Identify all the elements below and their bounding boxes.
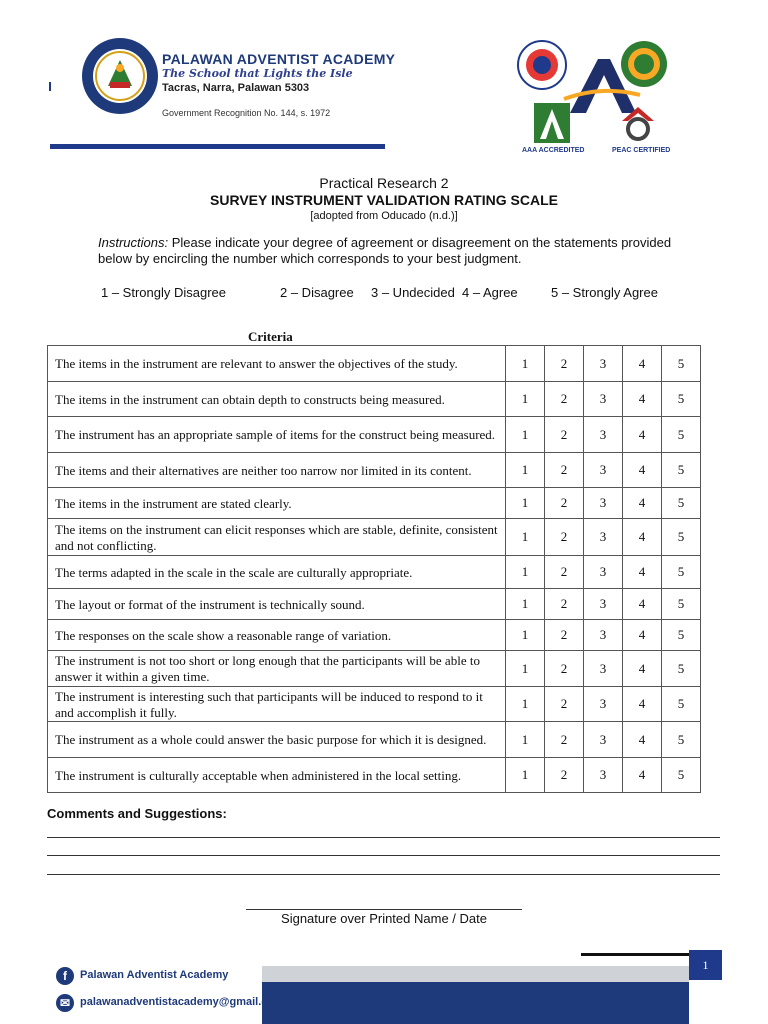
rating-option-3[interactable]: 3	[584, 620, 623, 651]
criteria-cell: The instrument is culturally acceptable when administered in the local setting.	[48, 758, 506, 793]
table-row	[48, 382, 701, 417]
rating-option-5[interactable]: 5	[662, 488, 701, 519]
rating-option-3[interactable]: 3	[584, 346, 623, 382]
rating-option-2[interactable]: 2	[545, 519, 584, 556]
peac-certified-label: PEAC CERTIFIED	[612, 147, 671, 154]
rating-option-1[interactable]: 1	[506, 382, 545, 417]
rating-option-4[interactable]: 4	[623, 519, 662, 556]
green-seal-logo	[620, 40, 668, 88]
rating-option-4[interactable]: 4	[623, 382, 662, 417]
header-divider-bar	[50, 144, 385, 149]
rating-option-1[interactable]: 1	[506, 417, 545, 453]
rating-option-2[interactable]: 2	[545, 620, 584, 651]
rating-option-5[interactable]: 5	[662, 722, 701, 758]
rating-option-1[interactable]: 1	[506, 453, 545, 488]
criteria-cell: The instrument as a whole could answer the basic purpose for which it is designed.	[48, 722, 506, 758]
rating-option-5[interactable]: 5	[662, 382, 701, 417]
rating-option-3[interactable]: 3	[584, 722, 623, 758]
rating-option-3[interactable]: 3	[584, 758, 623, 793]
rating-option-2[interactable]: 2	[545, 382, 584, 417]
rating-option-5[interactable]: 5	[662, 651, 701, 687]
table-row	[48, 519, 701, 556]
rating-option-1[interactable]: 1	[506, 589, 545, 620]
rating-option-5[interactable]: 5	[662, 453, 701, 488]
table-row	[48, 620, 701, 651]
rating-option-1[interactable]: 1	[506, 519, 545, 556]
rating-option-1[interactable]: 1	[506, 346, 545, 382]
criteria-cell: The items and their alternatives are neither too narrow nor limited in its content.	[48, 453, 506, 488]
signature-label: Signature over Printed Name / Date	[281, 911, 487, 926]
table-row	[48, 722, 701, 758]
aaa-logo	[534, 103, 570, 143]
rating-option-5[interactable]: 5	[662, 687, 701, 722]
email-icon: ✉	[56, 994, 74, 1012]
table-row	[48, 346, 701, 382]
rating-option-5[interactable]: 5	[662, 620, 701, 651]
footer-grey-band	[262, 966, 689, 982]
rating-option-3[interactable]: 3	[584, 417, 623, 453]
table-row	[48, 453, 701, 488]
criteria-header: Criteria	[248, 329, 293, 344]
criteria-cell: The items in the instrument can obtain depth to constructs being measured.	[48, 382, 506, 417]
criteria-cell: The items on the instrument can elicit responses which are stable, definite, consistent and not conflicting.	[48, 519, 506, 556]
criteria-cell: The items in the instrument are stated clearly.	[48, 488, 506, 519]
school-seal-logo	[80, 36, 160, 116]
criteria-cell: The responses on the scale show a reasonable range of variation.	[48, 620, 506, 651]
rating-option-2[interactable]: 2	[545, 758, 584, 793]
criteria-cell: The instrument has an appropriate sample of items for the construct being measured.	[48, 417, 506, 453]
rating-option-1[interactable]: 1	[506, 687, 545, 722]
scale-5: 5 – Strongly Agree	[551, 285, 658, 300]
rating-option-2[interactable]: 2	[545, 346, 584, 382]
rating-option-4[interactable]: 4	[623, 346, 662, 382]
comment-line-2[interactable]	[47, 855, 720, 856]
criteria-cell: The layout or format of the instrument is technically sound.	[48, 589, 506, 620]
instructions-text: Please indicate your degree of agreement or disagreement on the statements provided below by encircling the number which corresponds to your best judgment.	[98, 235, 672, 266]
rating-option-3[interactable]: 3	[584, 488, 623, 519]
rating-option-3[interactable]: 3	[584, 556, 623, 589]
criteria-cell: The instrument is interesting such that participants will be induced to respond to it and accomplish it fully.	[48, 687, 506, 722]
subject-title: Practical Research 2	[319, 175, 449, 191]
rating-option-5[interactable]: 5	[662, 758, 701, 793]
footer-black-stripe	[581, 953, 689, 956]
scale-1: 1 – Strongly Disagree	[101, 285, 227, 300]
rating-option-4[interactable]: 4	[623, 722, 662, 758]
rating-option-3[interactable]: 3	[584, 687, 623, 722]
school-address: Tacras, Narra, Palawan 5303	[162, 82, 310, 94]
rating-option-4[interactable]: 4	[623, 651, 662, 687]
rating-option-3[interactable]: 3	[584, 589, 623, 620]
deped-seal-logo	[517, 40, 567, 90]
signature-line[interactable]	[246, 909, 522, 910]
rating-option-3[interactable]: 3	[584, 519, 623, 556]
header-tick-mark	[49, 82, 51, 91]
rating-option-5[interactable]: 5	[662, 556, 701, 589]
rating-option-5[interactable]: 5	[662, 346, 701, 382]
source-note: [adopted from Oducado (n.d.)]	[310, 210, 458, 222]
rating-option-1[interactable]: 1	[506, 722, 545, 758]
aaa-accredited-label: AAA ACCREDITED	[522, 147, 585, 154]
rating-option-3[interactable]: 3	[584, 453, 623, 488]
rating-option-4[interactable]: 4	[623, 453, 662, 488]
school-name: PALAWAN ADVENTIST ACADEMY	[162, 51, 396, 67]
comment-line-1[interactable]	[47, 837, 720, 838]
document-title: SURVEY INSTRUMENT VALIDATION RATING SCALE	[210, 192, 558, 208]
rating-option-4[interactable]: 4	[623, 687, 662, 722]
criteria-cell: The items in the instrument are relevant to answer the objectives of the study.	[48, 346, 506, 382]
email-link[interactable]: palawanadventistacademy@gmail.com	[80, 996, 284, 1008]
rating-option-4[interactable]: 4	[623, 488, 662, 519]
rating-option-2[interactable]: 2	[545, 417, 584, 453]
table-row	[48, 417, 701, 453]
instructions-label: Instructions:	[98, 235, 169, 250]
table-row	[48, 488, 701, 519]
scale-3: 3 – Undecided	[371, 285, 455, 300]
facebook-page-link[interactable]: Palawan Adventist Academy	[80, 969, 229, 981]
table-row	[48, 687, 701, 722]
comments-label: Comments and Suggestions:	[47, 806, 227, 821]
rating-option-4[interactable]: 4	[623, 758, 662, 793]
rating-option-3[interactable]: 3	[584, 651, 623, 687]
rating-option-1[interactable]: 1	[506, 620, 545, 651]
rating-option-2[interactable]: 2	[545, 722, 584, 758]
rating-option-1[interactable]: 1	[506, 488, 545, 519]
rating-table	[47, 345, 701, 793]
rating-option-2[interactable]: 2	[545, 687, 584, 722]
table-row	[48, 556, 701, 589]
rating-option-5[interactable]: 5	[662, 519, 701, 556]
rating-option-4[interactable]: 4	[623, 417, 662, 453]
rating-option-1[interactable]: 1	[506, 651, 545, 687]
table-row	[48, 589, 701, 620]
rating-option-1[interactable]: 1	[506, 556, 545, 589]
rating-option-3[interactable]: 3	[584, 382, 623, 417]
rating-option-2[interactable]: 2	[545, 589, 584, 620]
table-row	[48, 758, 701, 793]
comment-line-3[interactable]	[47, 874, 720, 875]
table-row	[48, 651, 701, 687]
rating-option-4[interactable]: 4	[623, 620, 662, 651]
government-recognition: Government Recognition No. 144, s. 1972	[162, 108, 331, 118]
rating-option-4[interactable]: 4	[623, 589, 662, 620]
criteria-cell: The terms adapted in the scale in the scale are culturally appropriate.	[48, 556, 506, 589]
rating-option-1[interactable]: 1	[506, 758, 545, 793]
rating-option-5[interactable]: 5	[662, 589, 701, 620]
footer-blue-band	[262, 982, 689, 1024]
rating-option-2[interactable]: 2	[545, 488, 584, 519]
page-number: 1	[689, 950, 722, 980]
criteria-cell: The instrument is not too short or long enough that the participants will be able to answer it within a given time.	[48, 651, 506, 687]
facebook-icon: f	[56, 967, 74, 985]
rating-option-2[interactable]: 2	[545, 453, 584, 488]
instructions	[98, 235, 678, 267]
rating-option-5[interactable]: 5	[662, 417, 701, 453]
scale-4: 4 – Agree	[462, 285, 518, 300]
peac-logo	[620, 105, 656, 141]
school-tagline: The School that Lights the Isle	[162, 67, 353, 80]
rating-option-4[interactable]: 4	[623, 556, 662, 589]
scale-2: 2 – Disagree	[280, 285, 354, 300]
rating-option-2[interactable]: 2	[545, 651, 584, 687]
rating-option-2[interactable]: 2	[545, 556, 584, 589]
